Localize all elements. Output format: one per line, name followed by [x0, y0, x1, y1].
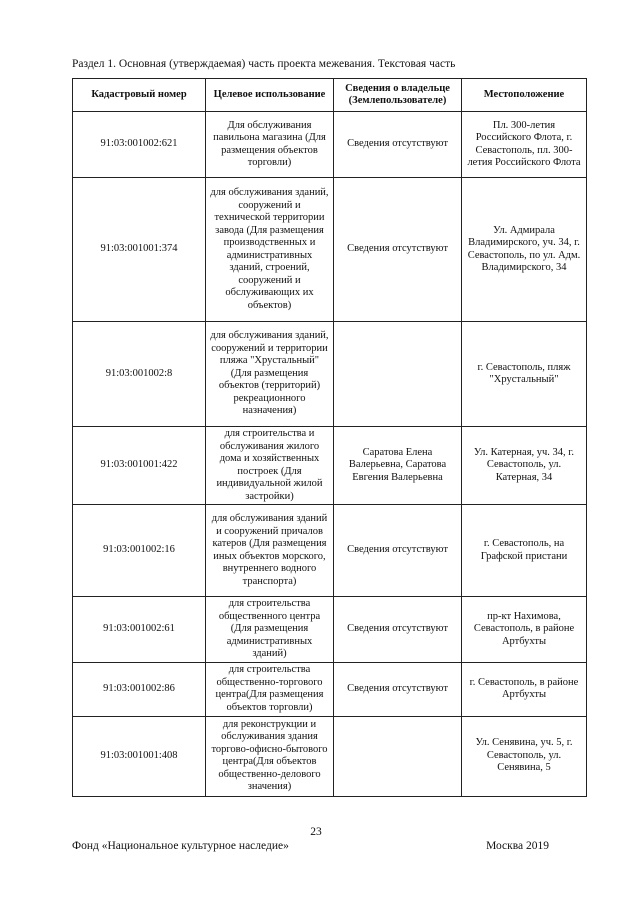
table-row	[73, 112, 587, 178]
page-number: 23	[310, 826, 322, 838]
table-row	[73, 716, 587, 796]
use-cell: для строительства и обслуживания жилого дома и хозяйственных построек (Для индивидуальной жилой застройки)	[206, 427, 334, 505]
location-cell: Ул. Катерная, уч. 34, г. Севастополь, ул. Катерная, 34	[462, 427, 587, 505]
table-header-row	[73, 79, 587, 112]
section-heading: Раздел 1. Основная (утверждаемая) часть проекта межевания. Текстовая часть	[72, 58, 456, 70]
owner-cell: Саратова Елена Валерьевна, Саратова Евгения Валерьевна	[334, 427, 462, 505]
use-cell: для реконструкции и обслуживания здания торгово-офисно-бытового центра(Для объектов общественно-делового значения)	[206, 716, 334, 796]
owner-cell	[334, 716, 462, 796]
owner-cell: Сведения отсутствуют	[334, 662, 462, 716]
column-header-location: Местоположение	[462, 79, 587, 112]
table-row	[73, 597, 587, 663]
owner-cell: Сведения отсутствуют	[334, 597, 462, 663]
table-row	[73, 662, 587, 716]
location-cell: пр-кт Нахимова, Севастополь, в районе Артбухты	[462, 597, 587, 663]
location-cell: Ул. Адмирала Владимирского, уч. 34, г. Севастополь, по ул. Адм. Владимирского, 34	[462, 178, 587, 322]
cadastral-number-cell: 91:03:001001:408	[73, 716, 206, 796]
column-header-use: Целевое использование	[206, 79, 334, 112]
use-cell: для обслуживания зданий и сооружений причалов катеров (Для размещения иных объектов морского, внутреннего водного транспорта)	[206, 505, 334, 597]
location-cell: Ул. Сенявина, уч. 5, г. Севастополь, ул. Сенявина, 5	[462, 716, 587, 796]
use-cell: для строительства общественного центра (Для размещения административных зданий)	[206, 597, 334, 663]
use-cell: для обслуживания зданий, сооружений и технической территории завода (Для размещения производственных и административных зданий, строений, сооружений и обслуживающих их объектов)	[206, 178, 334, 322]
land-plots-table	[72, 78, 587, 797]
cadastral-number-cell: 91:03:001002:61	[73, 597, 206, 663]
owner-cell: Сведения отсутствуют	[334, 178, 462, 322]
owner-cell	[334, 322, 462, 427]
cadastral-number-cell: 91:03:001002:621	[73, 112, 206, 178]
table-row	[73, 322, 587, 427]
cadastral-number-cell: 91:03:001001:374	[73, 178, 206, 322]
cadastral-number-cell: 91:03:001002:86	[73, 662, 206, 716]
footer-city-year: Москва 2019	[486, 840, 549, 852]
location-cell: г. Севастополь, в районе Артбухты	[462, 662, 587, 716]
table-row	[73, 505, 587, 597]
cadastral-number-cell: 91:03:001002:8	[73, 322, 206, 427]
column-header-cadastral: Кадастровый номер	[73, 79, 206, 112]
use-cell: для обслуживания зданий, сооружений и территории пляжа "Хрустальный"(Для размещения объектов (территорий) рекреационного назначения)	[206, 322, 334, 427]
owner-cell: Сведения отсутствуют	[334, 505, 462, 597]
location-cell: г. Севастополь, пляж "Хрустальный"	[462, 322, 587, 427]
owner-cell: Сведения отсутствуют	[334, 112, 462, 178]
location-cell: г. Севастополь, на Графской пристани	[462, 505, 587, 597]
column-header-owner: Сведения о владельце (Землепользователе)	[334, 79, 462, 112]
table-row	[73, 427, 587, 505]
footer-organization: Фонд «Национальное культурное наследие»	[72, 840, 289, 852]
use-cell: для строительства общественно-торгового центра(Для размещения объектов торговли)	[206, 662, 334, 716]
use-cell: Для обслуживания павильона магазина (Для размещения объектов торговли)	[206, 112, 334, 178]
location-cell: Пл. 300-летия Российского Флота, г. Севастополь, пл. 300-летия Российского Флота	[462, 112, 587, 178]
cadastral-number-cell: 91:03:001002:16	[73, 505, 206, 597]
table-row	[73, 178, 587, 322]
cadastral-number-cell: 91:03:001001:422	[73, 427, 206, 505]
